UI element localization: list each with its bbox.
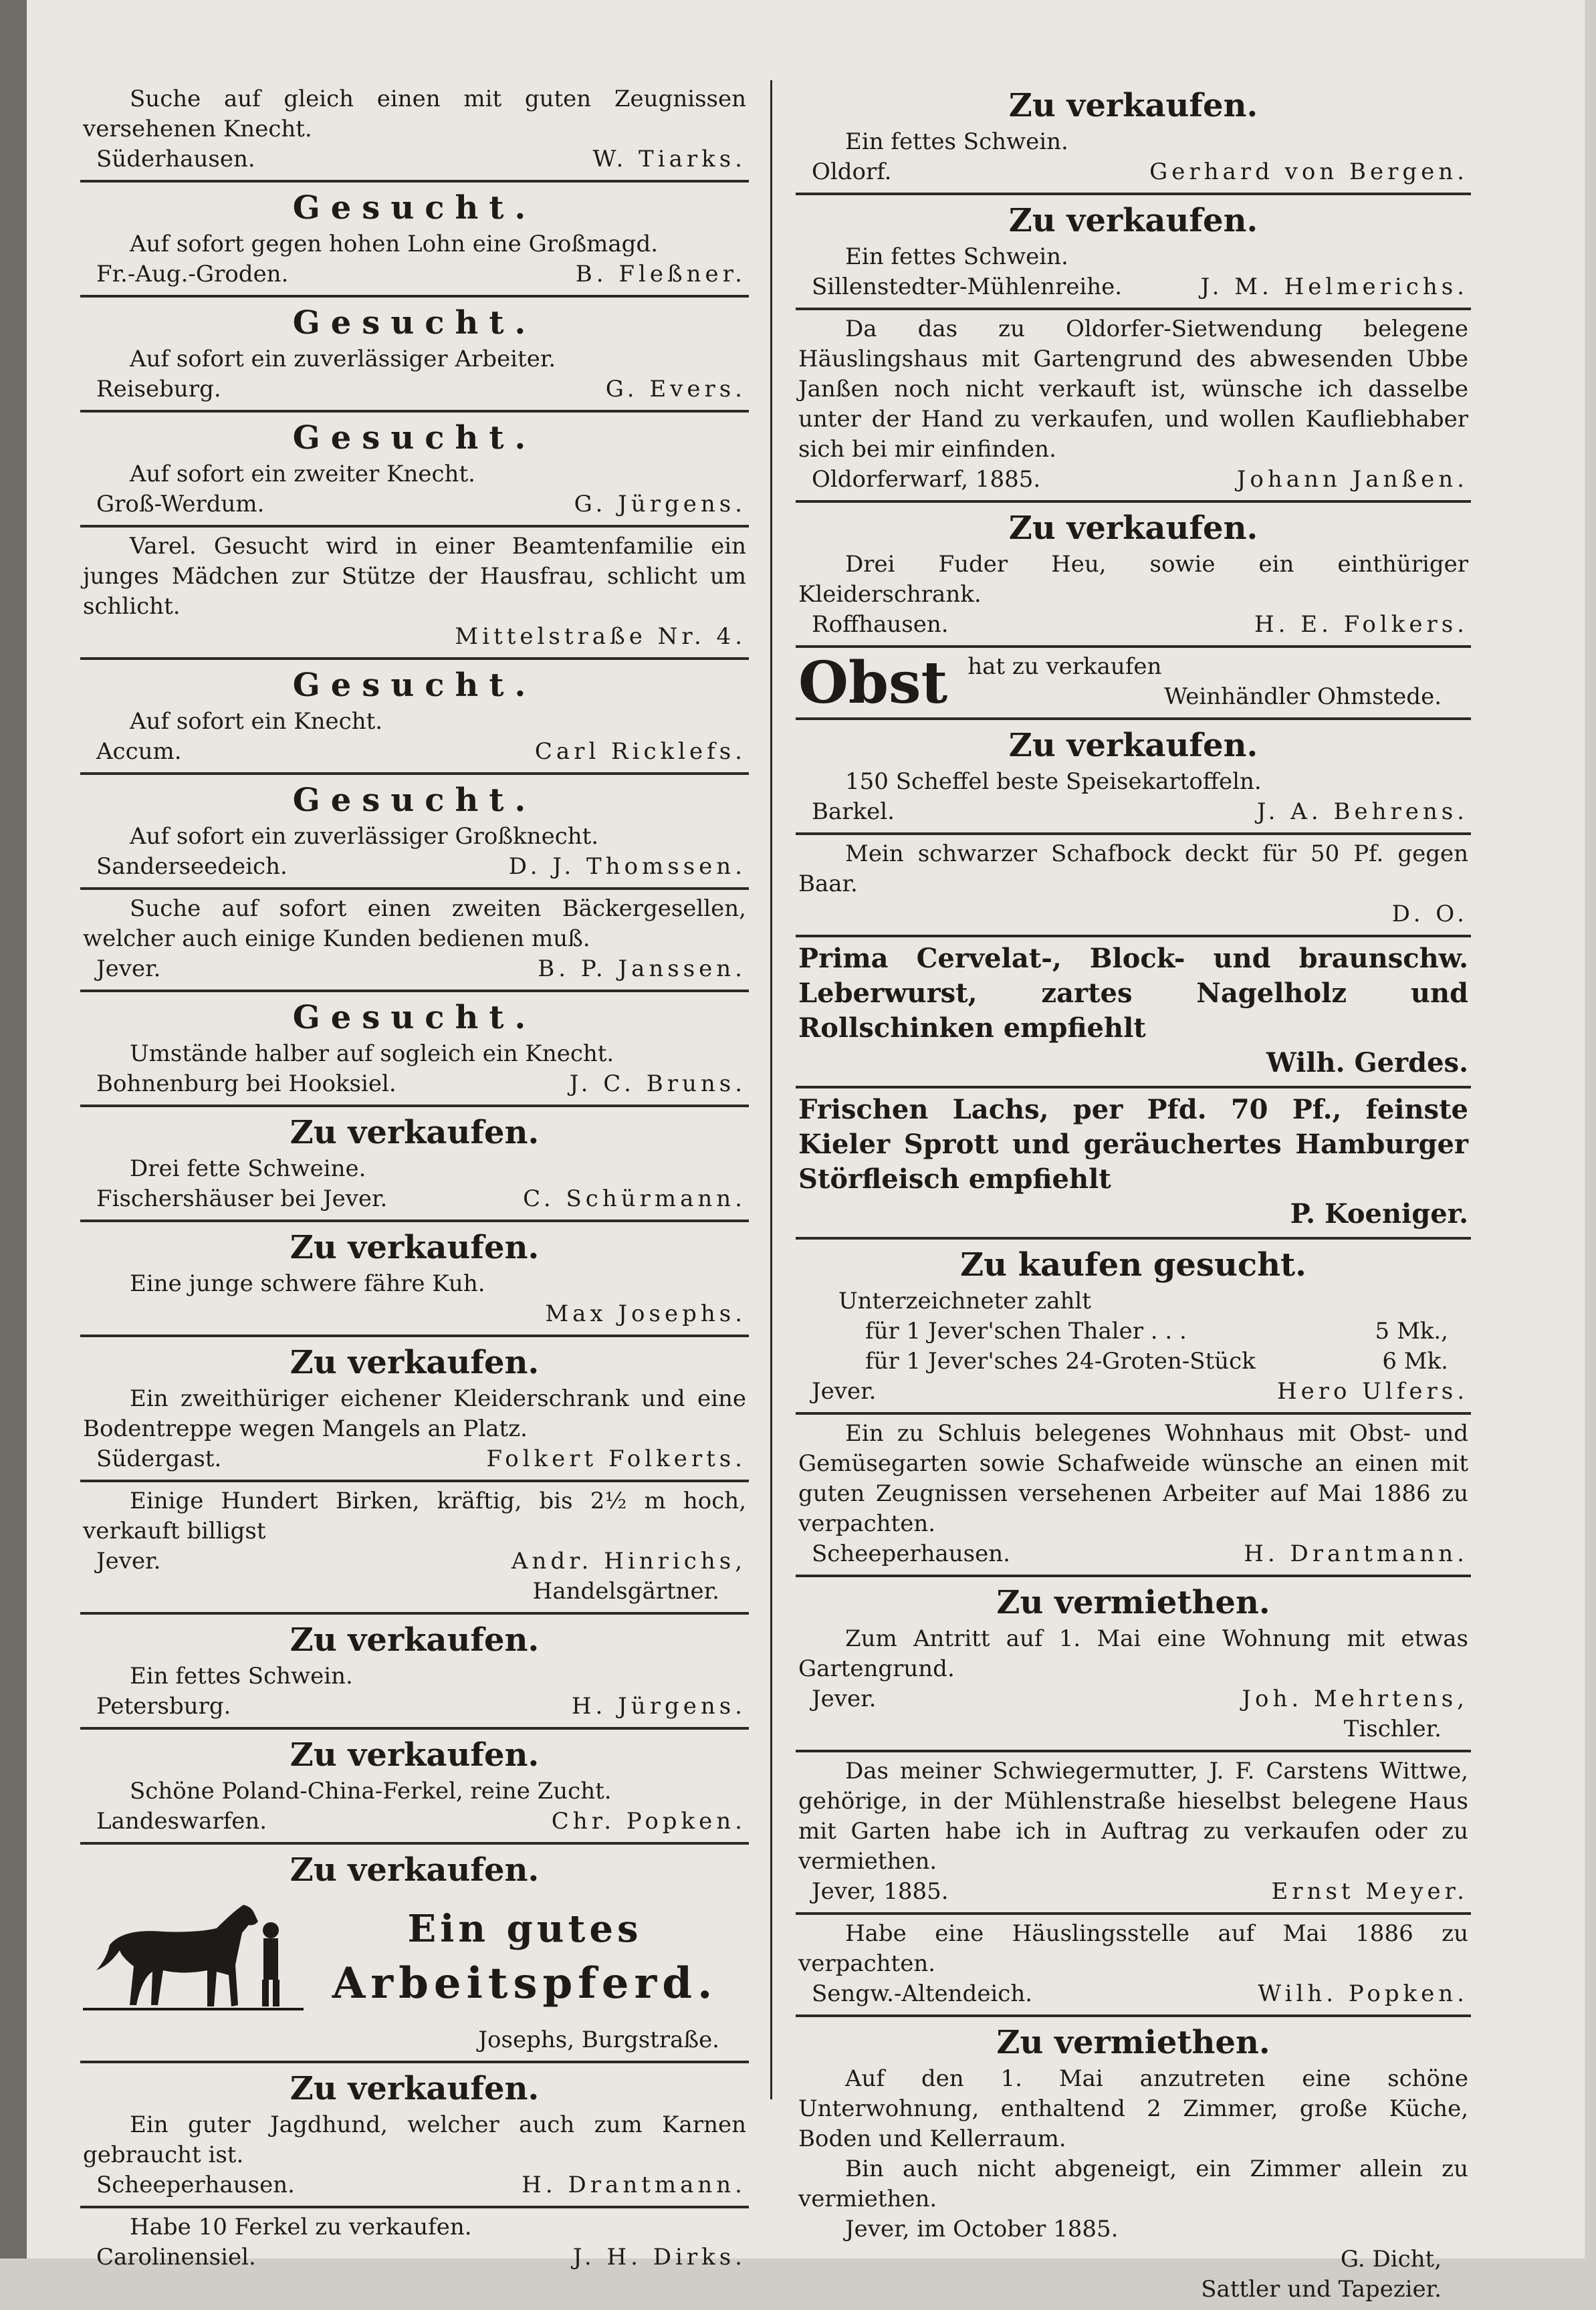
classified-ad — [796, 835, 1471, 937]
classified-ad — [80, 660, 749, 775]
classified-ad — [80, 775, 749, 890]
ad-name: Ernst Meyer. — [1271, 1878, 1468, 1905]
ad-heading: Gesucht. — [292, 419, 537, 457]
ad-heading: Zu verkaufen. — [290, 1621, 540, 1659]
ad-place: Oldorferwarf, 1885. — [812, 466, 1041, 493]
bold-ad-text: Frischen Lachs, per Pfd. 70 Pf., feinste Kieler Sprott und geräuchertes Hamburger Störfleisch empfiehlt — [798, 1094, 1468, 1195]
ad-body: Drei fette Schweine. — [130, 1155, 366, 1182]
ad-signature-row — [798, 1684, 1468, 1714]
ad-signature: Josephs, Burgstraße. — [478, 2027, 719, 2053]
obst-text: hat zu verkaufen — [967, 653, 1162, 680]
ad-heading: Gesucht. — [292, 782, 537, 819]
ad-place: Landeswarfen. — [96, 1808, 267, 1835]
ad-place: Scheeperhausen. — [96, 2172, 295, 2198]
ad-place: Barkel. — [812, 798, 895, 825]
ad-body: Bin auch nicht abgeneigt, ein Zimmer allein zu vermiethen. — [798, 2156, 1468, 2212]
ad-heading: Zu verkaufen. — [290, 1114, 540, 1151]
ad-heading: Zu verkaufen. — [1008, 727, 1258, 764]
ad-body: Einige Hundert Birken, kräftig, bis 2½ m hoch, verkauft billigst — [83, 1488, 746, 1544]
ad-body: Drei Fuder Heu, sowie ein einthüriger Kleiderschrank. — [798, 551, 1468, 608]
ad-place: Roffhausen. — [812, 611, 949, 638]
ad-heading: Gesucht. — [292, 999, 537, 1036]
ad-signature-row — [798, 610, 1468, 640]
ad-place: Süderhausen. — [96, 146, 255, 172]
horse-ad-line1: Ein gutes — [407, 1907, 643, 1951]
ad-name: J. M. Helmerichs. — [1200, 273, 1468, 300]
ad-place: Jever, 1885. — [812, 1878, 949, 1905]
ad-place: Jever. — [812, 1378, 877, 1405]
classified-ad — [796, 503, 1471, 648]
newspaper-page — [27, 0, 1585, 2303]
bold-ad-gerdes — [796, 937, 1471, 1088]
ad-name: Mittelstraße Nr. 4. — [455, 623, 746, 650]
ad-body: Auf sofort ein zweiter Knecht. — [130, 461, 475, 487]
ad-place: Petersburg. — [96, 1693, 231, 1720]
ad-name: Wilh. Popken. — [1258, 1980, 1468, 2007]
ad-heading: Gesucht. — [292, 189, 537, 227]
ad-body: Ein fettes Schwein. — [845, 128, 1068, 155]
ad-signature-row — [83, 374, 746, 405]
ad-place: Jever. — [96, 955, 161, 982]
classified-ad — [80, 183, 749, 298]
ad-name: D. J. Thomssen. — [508, 853, 746, 880]
ad-name: Gerhard von Bergen. — [1149, 158, 1468, 185]
ad-place: Accum. — [96, 738, 182, 765]
ad-heading: Gesucht. — [292, 667, 537, 704]
horse-ad-line2: Arbeitspferd. — [332, 1958, 718, 2008]
ad-signature-row — [83, 852, 746, 882]
ad-name: Chr. Popken. — [551, 1808, 746, 1835]
ad-body: Habe 10 Ferkel zu verkaufen. — [130, 2214, 472, 2240]
right-column — [796, 80, 1471, 2310]
wanted-intro: Unterzeichneter zahlt — [838, 1288, 1091, 1314]
ad-body: Ein guter Jagdhund, welcher auch zum Karnen gebraucht ist. — [83, 2111, 746, 2168]
ad-heading: Zu verkaufen. — [290, 1344, 540, 1381]
ad-name: G. Jürgens. — [574, 491, 746, 517]
ad-place: Sanderseedeich. — [96, 853, 288, 880]
bold-ad-signature: P. Koeniger. — [1290, 1198, 1468, 1230]
ad-place: Sengw.-Altendeich. — [812, 1980, 1033, 2007]
ad-body: Suche auf gleich einen mit guten Zeugnissen versehenen Knecht. — [83, 86, 746, 142]
ad-name: Andr. Hinrichs, — [511, 1548, 746, 1575]
ad-subtitle: Sattler und Tapezier. — [1201, 2276, 1442, 2303]
classified-ad — [80, 992, 749, 1107]
ad-body: Ein zweithüriger eichener Kleiderschrank und eine Bodentreppe wegen Mangels an Platz. — [83, 1385, 746, 1442]
classified-ad — [80, 2063, 749, 2208]
ad-name: G. Evers. — [605, 376, 746, 402]
ad-body: Varel. Gesucht wird in einer Beamtenfamilie ein junges Mädchen zur Stütze der Hausfrau, schlicht um schlicht. — [83, 533, 746, 620]
classified-ad — [80, 528, 749, 660]
ad-body: Umstände halber auf sogleich ein Knecht. — [130, 1040, 614, 1067]
ad-heading: Gesucht. — [292, 304, 537, 342]
ad-signature-row — [83, 1546, 746, 1577]
wanted-ad — [796, 1240, 1471, 1415]
ad-heading: Zu vermiethen. — [996, 2024, 1270, 2061]
ad-signature-row — [83, 954, 746, 984]
ad-signature-row — [798, 272, 1468, 302]
ad-place: Fischershäuser bei Jever. — [96, 1185, 388, 1212]
ad-place: Jever. — [812, 1686, 877, 1712]
classified-ad — [796, 1915, 1471, 2017]
ad-heading: Zu verkaufen. — [290, 1736, 540, 1774]
classified-ad — [80, 413, 749, 528]
classified-ad — [80, 1730, 749, 1845]
classified-ad — [80, 1107, 749, 1222]
ad-signature-row — [798, 899, 1468, 929]
ad-name: J. C. Bruns. — [569, 1070, 746, 1097]
bold-ad-signature: Wilh. Gerdes. — [1266, 1047, 1468, 1078]
ad-subtitle: Handelsgärtner. — [532, 1578, 719, 1605]
ad-body: Mein schwarzer Schafbock deckt für 50 Pf. gegen Baar. — [798, 840, 1468, 897]
ad-heading: Zu kaufen gesucht. — [960, 1246, 1306, 1284]
bold-ad-text: Prima Cervelat-, Block- und braunschw. Leberwurst, zartes Nagelholz und Rollschinken empfiehlt — [798, 943, 1468, 1044]
ad-place: Jever, im October 1885. — [845, 2216, 1119, 2242]
ad-signature-row — [83, 489, 746, 519]
classified-ad — [80, 80, 749, 183]
ad-place: Südergast. — [96, 1446, 222, 1472]
ad-heading: Zu verkaufen. — [290, 1229, 540, 1266]
ad-name: C. Schürmann. — [523, 1185, 746, 1212]
ad-name: J. H. Dirks. — [572, 2244, 746, 2271]
ad-name: B. P. Janssen. — [538, 955, 746, 982]
ad-place: Groß-Werdum. — [96, 491, 265, 517]
ad-place: Oldorf. — [812, 158, 892, 185]
ad-place: Bohnenburg bei Hooksiel. — [96, 1070, 396, 1097]
ad-place: Carolinensiel. — [96, 2244, 256, 2271]
ad-name: B. Fleßner. — [575, 261, 746, 287]
ad-signature-row — [83, 1807, 746, 1837]
ad-body: Ein fettes Schwein. — [130, 1663, 353, 1690]
ad-place: Fr.-Aug.-Groden. — [96, 261, 289, 287]
ad-body: Da das zu Oldorfer-Sietwendung belegene Häuslingshaus mit Gartengrund des abwesenden Ubbe Janßen noch nicht verkauft ist, wünsche ich dasselbe unter der Hand zu verkaufen, und wollen Kaufliebhaber sich bei mir einfinden. — [798, 316, 1468, 463]
ad-heading: Zu verkaufen. — [1008, 202, 1258, 239]
ad-place: Reiseburg. — [96, 376, 221, 402]
classified-ad — [80, 1337, 749, 1482]
classified-ad — [796, 1752, 1471, 1915]
ad-body: Ein zu Schluis belegenes Wohnhaus mit Obst- und Gemüsegarten sowie Schafweide wünsche an einen mit guten Zeugnissen versehenen Arbeiter auf Mai 1886 zu verpachten. — [798, 1420, 1468, 1537]
ad-name: Carl Ricklefs. — [534, 738, 746, 765]
classified-ad — [80, 1222, 749, 1337]
price-row: für 1 Jever'schen Thaler . . . 5 Mk., — [865, 1318, 1448, 1345]
ad-body: Auf den 1. Mai anzutreten eine schöne Unterwohnung, enthaltend 2 Zimmer, große Küche, Boden und Kellerraum. — [798, 2065, 1468, 2152]
ad-place: Scheeperhausen. — [812, 1540, 1010, 1567]
left-column — [80, 80, 749, 2278]
classified-ad — [80, 890, 749, 992]
ad-body: Eine junge schwere fähre Kuh. — [130, 1270, 485, 1297]
ad-place: Sillenstedter-Mühlenreihe. — [812, 273, 1123, 300]
ad-name: Folkert Folkerts. — [486, 1446, 746, 1472]
ad-name: Joh. Mehrtens, — [1242, 1686, 1468, 1712]
ad-name: Johann Janßen. — [1236, 466, 1468, 493]
ad-body: Ein fettes Schwein. — [845, 243, 1068, 270]
ad-signature-row — [83, 1444, 746, 1474]
ad-signature-row — [798, 1539, 1468, 1569]
ad-name: W. Tiarks. — [592, 146, 746, 172]
horse-ad — [80, 1845, 749, 2063]
column-divider — [770, 80, 772, 2099]
obst-ad — [796, 648, 1471, 720]
bold-ad-koeniger — [796, 1088, 1471, 1240]
classified-ad — [796, 1577, 1471, 1752]
ad-signature-row — [798, 1377, 1468, 1407]
ad-name: D. O. — [1391, 901, 1468, 927]
ad-name: Hero Ulfers. — [1276, 1378, 1468, 1405]
ad-signature-row — [83, 1299, 746, 1329]
ad-name: H. E. Folkers. — [1254, 611, 1468, 638]
ad-name: Max Josephs. — [545, 1300, 746, 1327]
ad-body: Schöne Poland-China-Ferkel, reine Zucht. — [130, 1778, 612, 1805]
horse-icon — [83, 1891, 304, 2025]
ad-signature-row — [83, 622, 746, 652]
ad-heading: Zu verkaufen. — [1008, 509, 1258, 547]
ad-signature-row — [798, 157, 1468, 187]
ad-name: H. Drantmann. — [522, 2172, 746, 2198]
ad-body: Habe eine Häuslingsstelle auf Mai 1886 zu verpachten. — [798, 1920, 1468, 1977]
ad-heading: Zu verkaufen. — [1008, 87, 1258, 124]
classified-ad — [796, 80, 1471, 195]
classified-ad — [80, 2208, 749, 2278]
ad-body: 150 Scheffel beste Speisekartoffeln. — [845, 768, 1262, 795]
ad-body: Suche auf sofort einen zweiten Bäckergesellen, welcher auch einige Kunden bedienen muß. — [83, 895, 746, 952]
ad-signature-row — [798, 797, 1468, 827]
ad-signature-row — [83, 1692, 746, 1722]
ad-signature-row — [83, 1184, 746, 1214]
classified-ad — [796, 720, 1471, 835]
classified-ad — [796, 310, 1471, 503]
final-ad — [796, 2017, 1471, 2310]
classified-ad — [796, 1415, 1471, 1577]
ad-name: J. A. Behrens. — [1256, 798, 1468, 825]
classified-ad — [80, 1482, 749, 1615]
ad-place: Jever. — [96, 1548, 161, 1575]
ad-signature-row — [798, 465, 1468, 495]
ad-name: H. Jürgens. — [571, 1693, 746, 1720]
ad-body: Auf sofort ein zuverlässiger Großknecht. — [130, 823, 599, 850]
ad-signature-row — [83, 259, 746, 290]
ad-signature-row — [798, 1979, 1468, 2009]
ad-body: Auf sofort ein zuverlässiger Arbeiter. — [130, 346, 556, 372]
ad-signature-row — [798, 1877, 1468, 1907]
ad-signature-row — [83, 2242, 746, 2273]
ad-signature-row — [83, 737, 746, 767]
ad-body: Auf sofort gegen hohen Lohn eine Großmagd. — [130, 231, 659, 257]
ad-heading: Zu verkaufen. — [290, 2070, 540, 2107]
ad-heading: Zu vermiethen. — [996, 1584, 1270, 1621]
ad-body: Zum Antritt auf 1. Mai eine Wohnung mit etwas Gartengrund. — [798, 1625, 1468, 1682]
ad-body: Das meiner Schwiegermutter, J. F. Carstens Wittwe, gehörige, in der Mühlenstraße hieselbst belegene Haus mit Garten habe ich in Auftrag zu verkaufen oder zu vermiethen. — [798, 1758, 1468, 1875]
ad-name: H. Drantmann. — [1244, 1540, 1468, 1567]
obst-headline: Obst — [798, 649, 948, 717]
ad-name: G. Dicht, — [1340, 2246, 1442, 2273]
classified-ad — [80, 298, 749, 413]
classified-ad — [80, 1615, 749, 1730]
ad-heading: Zu verkaufen. — [290, 1851, 540, 1889]
ad-signature-row — [83, 1069, 746, 1099]
ad-body: Auf sofort ein Knecht. — [130, 708, 383, 735]
obst-signature: Weinhändler Ohmstede. — [1164, 683, 1442, 710]
ad-subtitle: Tischler. — [1343, 1716, 1442, 1742]
ad-signature-row — [83, 144, 746, 175]
book-spine — [0, 0, 27, 2259]
classified-ad — [796, 195, 1471, 310]
ad-signature-row — [83, 2170, 746, 2200]
price-row: für 1 Jever'sches 24-Groten-Stück 6 Mk. — [865, 1348, 1448, 1375]
price-table — [798, 1316, 1468, 1377]
